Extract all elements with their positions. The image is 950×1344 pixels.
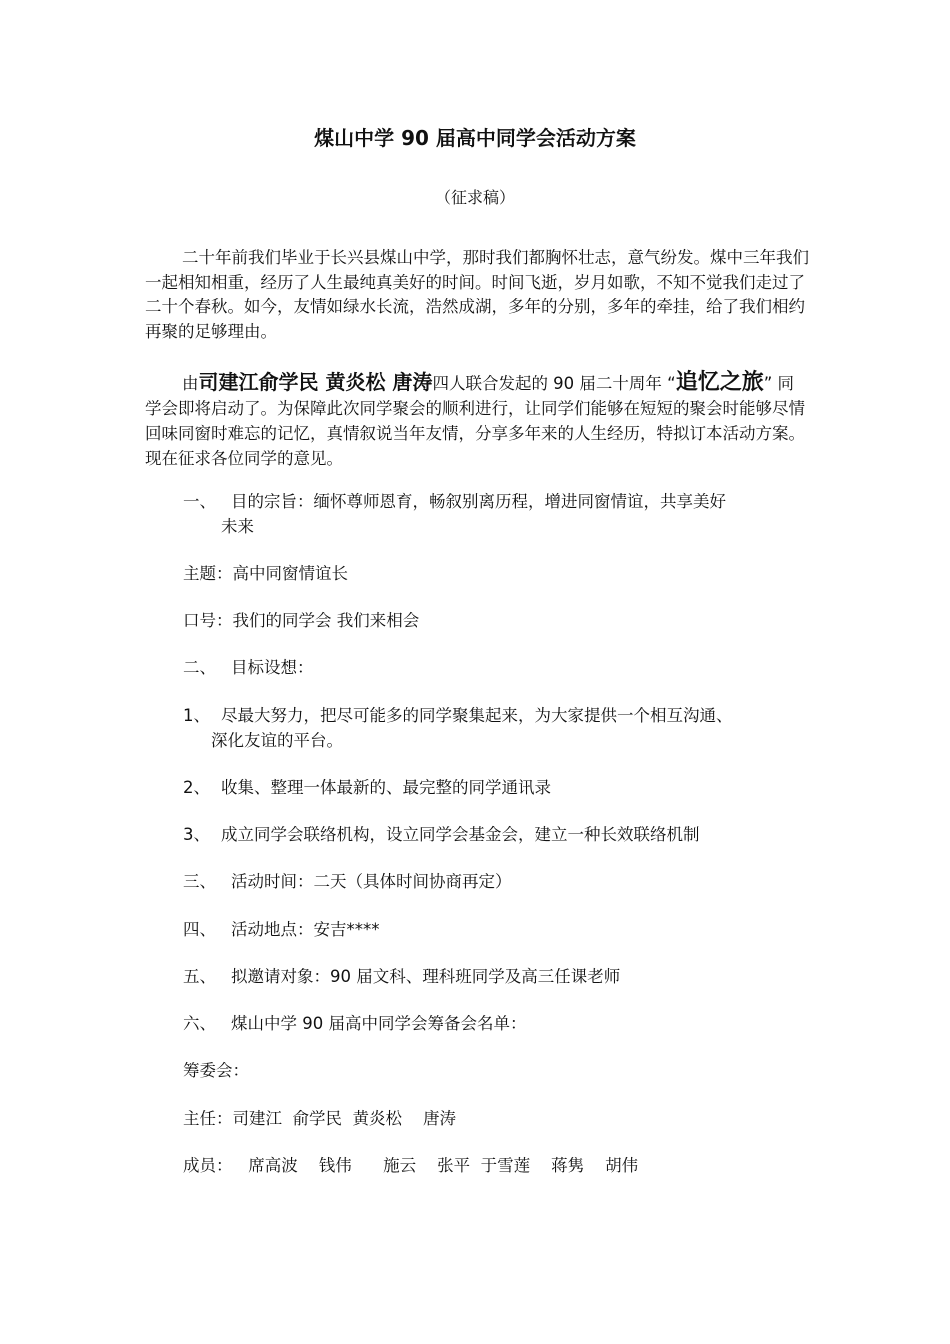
section-number: 一、 <box>183 492 216 511</box>
section-text: 煤山中学 90 届高中同学会筹备会名单： <box>231 1014 527 1033</box>
section-invitees <box>183 965 823 989</box>
goal-item-1-continuation <box>183 729 823 753</box>
goal-item-2 <box>183 776 823 800</box>
goal-text: 尽最大努力，把尽可能多的同学聚集起来，为大家提供一个相互沟通、 <box>221 706 733 725</box>
para2-suffix: ” 同学会即将启动了。为保障此次同学聚会的顺利进行，让同学们能够在短短的聚会时能够尽情回味同窗时难忘的记忆，真情叙说当年友情，分享多年来的人生经历，特拟订本活动方案。现在征求各位同学的意见。 <box>145 374 805 468</box>
goal-text: 成立同学会联络机构，设立同学会基金会，建立一种长效联络机制 <box>221 825 700 844</box>
section-purpose <box>183 490 823 514</box>
goal-item-1 <box>183 704 823 728</box>
committee-heading: 筹委会： <box>183 1061 249 1080</box>
section-number: 三、 <box>183 872 216 891</box>
committee-members: 成员： 席高波 钱伟 施云 张平 于雪莲 蒋隽 胡伟 <box>183 1156 639 1175</box>
document-title: 煤山中学 90 届高中同学会活动方案 <box>314 126 636 150</box>
reunion-theme-name: 追忆之旅 <box>675 370 764 395</box>
goal-text-continuation: 深化友谊的平台。 <box>211 731 343 750</box>
goal-number: 1、 <box>183 706 210 725</box>
section-purpose-continuation <box>183 515 823 539</box>
section-number: 四、 <box>183 920 216 939</box>
organizer-names: 司建江俞学民 黄炎松 唐涛 <box>198 370 433 394</box>
para2-mid: 四人联合发起的 90 届二十周年 “ <box>432 374 676 393</box>
section-text: 活动时间：二天（具体时间协商再定） <box>231 872 512 891</box>
section-number: 二、 <box>183 658 216 677</box>
goal-item-3 <box>183 823 823 847</box>
section-time <box>183 870 823 894</box>
section-location <box>183 918 823 942</box>
committee-director: 主任：司建江 俞学民 黄炎松 唐涛 <box>183 1109 456 1128</box>
organizers-paragraph <box>145 370 810 471</box>
section-goals <box>183 656 823 680</box>
goal-number: 3、 <box>183 825 210 844</box>
section-text: 活动地点：安吉**** <box>231 920 380 939</box>
section-text: 拟邀请对象：90 届文科、理科班同学及高三任课老师 <box>231 967 621 986</box>
section-text: 目标设想： <box>231 658 314 677</box>
section-committee-list <box>183 1012 823 1036</box>
para2-prefix: 由 <box>182 374 199 393</box>
section-text: 目的宗旨：缅怀尊师恩育，畅叙别离历程，增进同窗情谊，共享美好 <box>231 492 726 511</box>
section-text-continuation: 未来 <box>221 517 254 536</box>
section-number: 六、 <box>183 1014 216 1033</box>
theme-line: 主题：高中同窗情谊长 <box>183 564 348 583</box>
goal-number: 2、 <box>183 778 210 797</box>
section-number: 五、 <box>183 967 216 986</box>
intro-paragraph: 二十年前我们毕业于长兴县煤山中学，那时我们都胸怀壮志，意气纷发。煤中三年我们一起相知相重，经历了人生最纯真美好的时间。时间飞逝，岁月如歌，不知不觉我们走过了二十个春秋。如今，友情如绿水长流，浩然成湖，多年的分别，多年的牵挂，给了我们相约再聚的足够理由。 <box>145 248 809 341</box>
goal-text: 收集、整理一体最新的、最完整的同学通讯录 <box>221 778 551 797</box>
slogan-line: 口号：我们的同学会 我们来相会 <box>183 611 420 630</box>
document-subtitle: （征求稿） <box>434 188 515 207</box>
